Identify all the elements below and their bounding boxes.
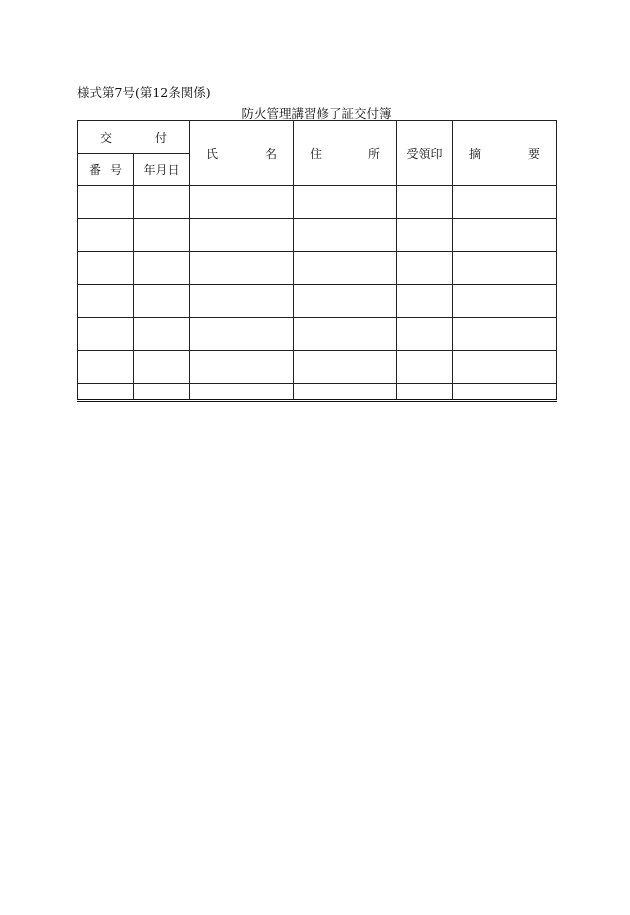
cell-receipt-seal[interactable] <box>397 186 453 219</box>
cell-date[interactable] <box>134 384 190 401</box>
cell-receipt-seal[interactable] <box>397 285 453 318</box>
cell-number[interactable] <box>78 384 134 401</box>
cell-address[interactable] <box>294 252 397 285</box>
header-number <box>78 154 134 186</box>
header-issue <box>78 121 190 154</box>
cell-date[interactable] <box>134 351 190 384</box>
cell-name[interactable] <box>190 384 294 401</box>
cell-number[interactable] <box>78 318 134 351</box>
cell-remarks[interactable] <box>453 186 557 219</box>
cell-receipt-seal[interactable] <box>397 252 453 285</box>
header-date: 年月日 <box>134 154 190 186</box>
cell-date[interactable] <box>134 285 190 318</box>
cell-remarks[interactable] <box>453 318 557 351</box>
document-title: 防火管理講習修了証交付簿 <box>241 106 392 121</box>
cell-name[interactable] <box>190 318 294 351</box>
cell-name[interactable] <box>190 186 294 219</box>
cell-date[interactable] <box>134 318 190 351</box>
cell-remarks[interactable] <box>453 219 557 252</box>
cell-address[interactable] <box>294 285 397 318</box>
header-number-char-2: 号 <box>109 163 122 177</box>
cell-name[interactable] <box>190 351 294 384</box>
header-number-char-1: 番 <box>89 163 102 177</box>
cell-receipt-seal[interactable] <box>397 351 453 384</box>
cell-date[interactable] <box>134 186 190 219</box>
header-row-1 <box>78 121 557 154</box>
header-remarks-char-1: 摘 <box>469 146 482 161</box>
cell-address[interactable] <box>294 318 397 351</box>
cell-name[interactable] <box>190 252 294 285</box>
header-receipt-seal: 受領印 <box>397 121 453 186</box>
cell-date[interactable] <box>134 252 190 285</box>
cell-receipt-seal[interactable] <box>397 219 453 252</box>
header-name <box>190 121 294 186</box>
table-row <box>78 384 557 401</box>
cell-name[interactable] <box>190 285 294 318</box>
register-table <box>77 120 557 402</box>
cell-receipt-seal[interactable] <box>397 318 453 351</box>
cell-number[interactable] <box>78 351 134 384</box>
cell-receipt-seal[interactable] <box>397 384 453 401</box>
header-name-char-1: 氏 <box>206 146 219 161</box>
table-row <box>78 219 557 252</box>
table-row <box>78 351 557 384</box>
cell-date[interactable] <box>134 219 190 252</box>
cell-name[interactable] <box>190 219 294 252</box>
header-issue-char-1: 交 <box>100 130 113 145</box>
table-row <box>78 318 557 351</box>
header-remarks-char-2: 要 <box>527 146 540 161</box>
header-address <box>294 121 397 186</box>
table-row <box>78 252 557 285</box>
form-number: 様式第7号(第12条関係) <box>77 85 211 100</box>
cell-address[interactable] <box>294 351 397 384</box>
cell-remarks[interactable] <box>453 252 557 285</box>
cell-number[interactable] <box>78 285 134 318</box>
header-address-char-1: 住 <box>310 146 323 161</box>
cell-remarks[interactable] <box>453 384 557 401</box>
header-remarks <box>453 121 557 186</box>
cell-address[interactable] <box>294 186 397 219</box>
cell-number[interactable] <box>78 186 134 219</box>
header-name-char-2: 名 <box>264 146 277 161</box>
table-row <box>78 186 557 219</box>
header-address-char-2: 所 <box>367 146 380 161</box>
header-issue-char-2: 付 <box>154 130 167 145</box>
cell-number[interactable] <box>78 252 134 285</box>
table-row <box>78 285 557 318</box>
cell-address[interactable] <box>294 219 397 252</box>
cell-address[interactable] <box>294 384 397 401</box>
cell-remarks[interactable] <box>453 285 557 318</box>
cell-remarks[interactable] <box>453 351 557 384</box>
cell-number[interactable] <box>78 219 134 252</box>
